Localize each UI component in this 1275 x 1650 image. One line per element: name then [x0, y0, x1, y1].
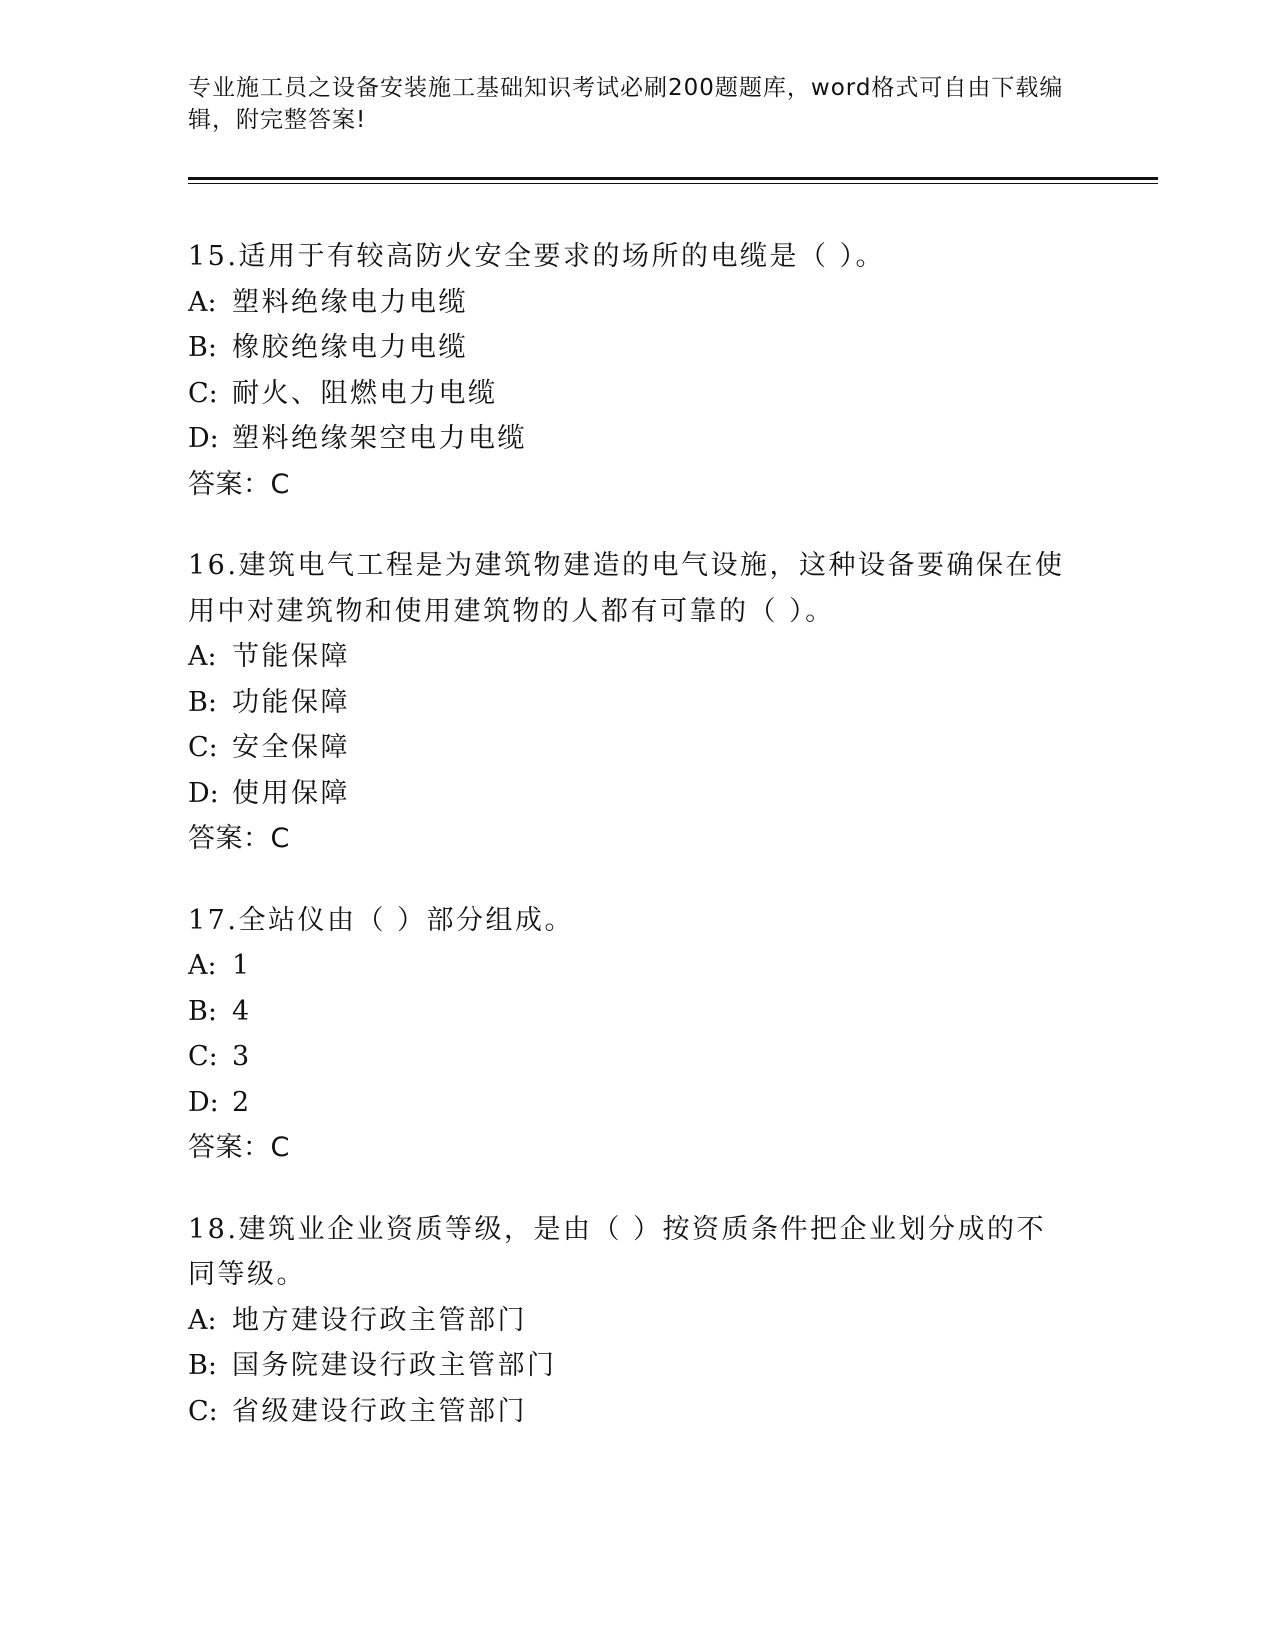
- option-letter: A:: [188, 286, 217, 318]
- option-text: 地方建设行政主管部门: [232, 1304, 527, 1336]
- answer-line: 答案：C: [188, 823, 290, 854]
- question-stem: 17.全站仪由（ ）部分组成。: [188, 904, 575, 936]
- option-d: [188, 1080, 1088, 1126]
- option-letter: B:: [188, 332, 217, 363]
- question-17: [188, 898, 1088, 1171]
- option-text: 节能保障: [232, 641, 350, 672]
- question-16: [188, 543, 1088, 862]
- header-rule-thin: [188, 183, 1158, 184]
- option-letter: B:: [188, 686, 217, 718]
- option-text: 塑料绝缘架空电力电缆: [232, 423, 527, 454]
- question-18: [188, 1207, 1088, 1435]
- option-c: [188, 1034, 1088, 1080]
- option-a: [188, 634, 1088, 680]
- answer-line: 答案：C: [188, 1132, 290, 1163]
- option-letter: A:: [188, 1304, 217, 1336]
- question-15: [188, 234, 1088, 507]
- option-letter: D:: [188, 423, 219, 454]
- option-text: 1: [232, 950, 252, 981]
- option-c: [188, 1389, 1088, 1435]
- option-b: [188, 325, 1088, 371]
- option-b: [188, 1343, 1088, 1389]
- option-letter: C:: [188, 732, 218, 763]
- question-list: [188, 234, 1088, 1470]
- option-letter: C:: [188, 1041, 218, 1072]
- option-letter: A:: [188, 950, 217, 981]
- option-letter: D:: [188, 1086, 219, 1118]
- option-d: [188, 771, 1088, 817]
- option-d: [188, 416, 1088, 462]
- option-letter: B:: [188, 1350, 217, 1381]
- option-c: [188, 371, 1088, 417]
- option-text: 2: [232, 1086, 252, 1118]
- option-c: [188, 725, 1088, 771]
- option-a: [188, 943, 1088, 989]
- option-text: 安全保障: [232, 732, 350, 763]
- option-text: 4: [232, 995, 252, 1027]
- answer-line: 答案：C: [188, 468, 290, 500]
- option-text: 功能保障: [232, 686, 350, 718]
- option-text: 国务院建设行政主管部门: [232, 1350, 557, 1381]
- document-header: 专业施工员之设备安装施工基础知识考试必刷200题题库，word格式可自由下载编辑，附完整答案!: [188, 75, 1064, 133]
- option-text: 3: [232, 1041, 252, 1072]
- option-letter: A:: [188, 641, 217, 672]
- question-stem: 15.适用于有较高防火安全要求的场所的电缆是（ ）。: [188, 241, 886, 272]
- option-text: 耐火、阻燃电力电缆: [232, 377, 498, 409]
- option-a: [188, 1298, 1088, 1344]
- option-letter: D:: [188, 777, 219, 809]
- option-text: 省级建设行政主管部门: [232, 1395, 527, 1427]
- option-b: [188, 989, 1088, 1035]
- option-letter: C:: [188, 1395, 218, 1427]
- question-stem: 18.建筑业企业资质等级，是由（ ）按资质条件把企业划分成的不同等级。: [188, 1213, 1047, 1290]
- option-text: 橡胶绝缘电力电缆: [232, 332, 468, 363]
- question-stem: 16.建筑电气工程是为建筑物建造的电气设施，这种设备要确保在使用中对建筑物和使用建筑物的人都有可靠的（ ）。: [188, 550, 1065, 627]
- option-b: [188, 680, 1088, 726]
- option-letter: C:: [188, 377, 218, 409]
- option-letter: B:: [188, 995, 217, 1027]
- option-a: [188, 280, 1088, 326]
- option-text: 塑料绝缘电力电缆: [232, 286, 468, 318]
- option-text: 使用保障: [232, 777, 350, 809]
- header-rule-thick: [188, 177, 1158, 180]
